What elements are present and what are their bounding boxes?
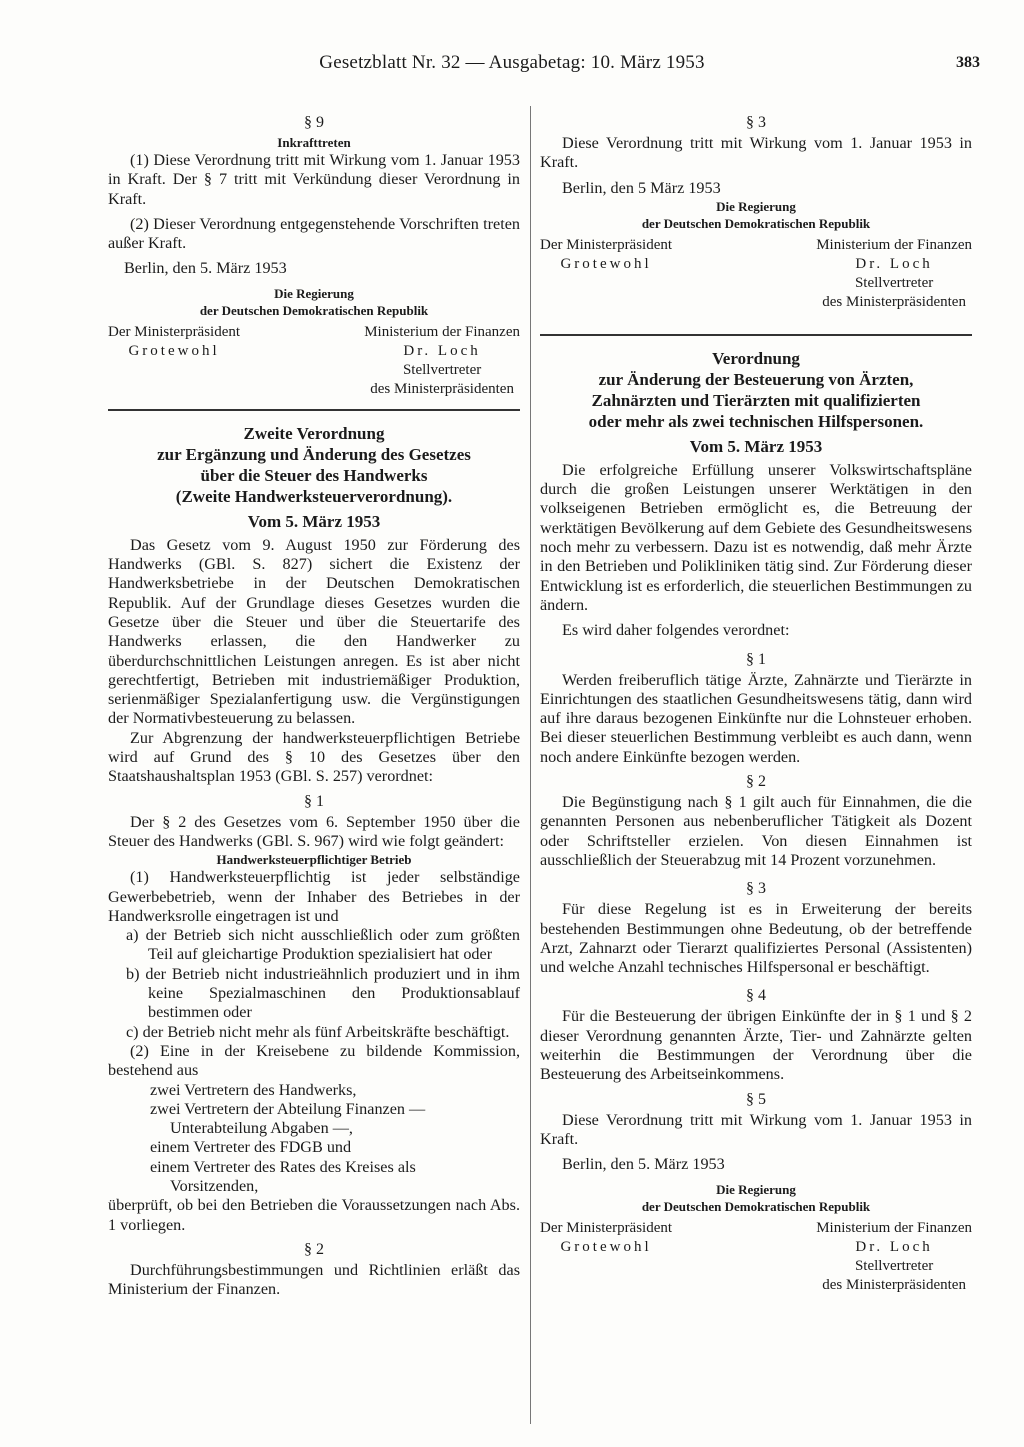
decree2-title-line-2: zur Änderung der Besteuerung von Ärzten, xyxy=(598,369,914,389)
section-9-number: § 9 xyxy=(304,114,324,131)
decree-intro-2: Zur Abgrenzung der handwerksteuerpflichtigen Betriebe wird auf Grund des § 10 des Gesetzes über den Staatshaushaltsplan 1953 (GBl. S. 257) verordnet: xyxy=(108,728,520,786)
government-line-2c: der Deutschen Demokratischen Republik xyxy=(641,1198,871,1214)
decree2-section-3-number: § 3 xyxy=(746,880,766,898)
decree2-section-1-number: § 1 xyxy=(746,650,766,668)
decree2-section-3-text: Für diese Regelung ist es in Erweiterung der bereits bestehenden Bestimmungen ohne Bedeutung, ob der betreffende Arzt, Zahnarzt oder Tierarzt qualifiziertes Personal (Assistenten) und welche Anzahl technisches Hilfspersonal er beschäftigt. xyxy=(540,900,972,977)
commission-member-4: einem Vertreter des Rates des Kreises als xyxy=(150,1157,416,1176)
left-column xyxy=(108,108,520,1299)
signature-right-name: Dr. Loch xyxy=(403,342,481,359)
page-number: 383 xyxy=(956,54,980,71)
decree-section-1-para-2: (2) Eine in der Kreisebene zu bildende Kommission, bestehend aus xyxy=(108,1041,520,1080)
signature-right-sub-1: Stellvertreter xyxy=(402,361,482,378)
signature-right-sub-1-2: Stellvertreter xyxy=(854,274,934,291)
signature-left-name-2: Grotewohl xyxy=(560,255,652,272)
signature-left-role-3: Der Ministerpräsident xyxy=(540,1219,673,1236)
decree-item-c: c) der Betrieb nicht mehr als fünf Arbeitskräfte beschäftigt. xyxy=(126,1022,510,1041)
decree-title-line-2: zur Ergänzung und Änderung des Gesetzes xyxy=(157,444,471,464)
decree2-section-1-text: Werden freiberuflich tätige Ärzte, Zahnärzte und Tierärzte in Einrichtungen des staatlichen Gesundheitswesens tätig, dann wird auf ihre daraus bezogenen Einkünfte nur die Lohnsteuer erhoben. Bei dieser steuerlichen Bestimmung verbleibt es auch dann, wenn noch andere Einkünfte bezogen werden. xyxy=(540,670,972,766)
government-line-2: der Deutschen Demokratischen Republik xyxy=(199,302,429,318)
decree2-section-4-text: Für die Besteuerung der übrigen Einkünfte der in § 1 und § 2 dieser Verordnung genannten Ärzte, Tier- und Zahnärzte gelten weiterhin die Bestimmungen der Verordnung über die Besteuerung des Arbeitseinkommens. xyxy=(540,1007,972,1084)
commission-member-4-sub: Vorsitzenden, xyxy=(170,1176,259,1195)
decree-section-1-para-1: (1) Handwerksteuerpflichtig ist jeder selbständige Gewerbebetrieb, wenn der Inhaber des Betriebes in der Handwerksrolle eingetragen ist und xyxy=(108,868,520,925)
signature-right-sub-2-3: des Ministerpräsidenten xyxy=(822,1276,966,1293)
decree-date: Vom 5. März 1953 xyxy=(247,511,381,531)
place-date-3: Berlin, den 5. März 1953 xyxy=(562,1155,725,1174)
signature-right-3 xyxy=(816,1219,972,1295)
decree2-title-line-3: Zahnärzten und Tierärzten mit qualifizierten xyxy=(591,390,921,410)
section-9-heading: Inkrafttreten xyxy=(277,135,351,150)
signature-right-role-2: Ministerium der Finanzen xyxy=(816,236,972,253)
decree2-title-line-1: Verordnung xyxy=(712,348,800,368)
signature-right-2 xyxy=(816,236,972,312)
decree2-intro-1: Die erfolgreiche Erfüllung unserer Volkswirtschaftspläne durch die großen Leistungen unserer Werktätigen in den volkseigenen Betrieben ermöglicht es, die Betreuung der werktätigen Bevölkerung auf dem Gebiete des Gesundheitswesens noch mehr zu verbessern. Dazu ist es notwendig, daß mehr Ärzte in den Betrieben und Polikliniken tätig sind. Zur Förderung dieser Entwicklung ist es erforderlich, die steuerlichen Bestimmungen zu ändern. xyxy=(540,460,972,614)
decree-section-2-number: § 2 xyxy=(304,1240,324,1258)
decree-title-line-1: Zweite Verordnung xyxy=(243,423,385,443)
decree-section-1-text: Der § 2 des Gesetzes vom 6. September 1950 über die Steuer des Handwerks (GBl. S. 967) wird wie folgt geändert: xyxy=(108,812,520,850)
section-divider xyxy=(108,409,520,411)
decree-intro-1: Das Gesetz vom 9. August 1950 zur Förderung des Handwerks (GBl. S. 827) sichert die Existenz der Handwerksbetriebe in der Deutschen Demokratischen Republik. Auf der Grundlage dieses Gesetzes wurden die Gesetze über die Steuer und über die Steuertarife des Handwerks erlassen, die den Handwerker zu überdurchschnittlichen Leistungen anregen. Es ist aber nicht gerechtfertigt, Betrieben mit industriemäßiger Produktion, serienmäßiger Spezialanfertigung usw. die Vergünstigungen der Normativbesteuerung zu belassen. xyxy=(108,535,520,728)
decree2-section-2-number: § 2 xyxy=(746,773,766,791)
signature-right-sub-1-3: Stellvertreter xyxy=(854,1257,934,1274)
section-3-number: § 3 xyxy=(746,114,766,131)
commission-member-2: zwei Vertretern der Abteilung Finanzen — xyxy=(150,1099,426,1118)
section-9-para-2: (2) Dieser Verordnung entgegenstehende Vorschriften treten außer Kraft. xyxy=(108,214,520,253)
decree-title-line-4: (Zweite Handwerksteuerverordnung). xyxy=(175,486,453,506)
place-date: Berlin, den 5. März 1953 xyxy=(124,259,287,278)
decree-section-1-heading: Handwerksteuerpflichtiger Betrieb xyxy=(216,852,412,868)
right-column xyxy=(540,108,972,1295)
decree-section-1-number: § 1 xyxy=(304,792,324,810)
signature-block-3 xyxy=(540,1219,972,1295)
section-divider-2 xyxy=(540,334,972,336)
signature-right-sub-2-2: des Ministerpräsidenten xyxy=(822,293,966,310)
decree2-section-2-text: Die Begünstigung nach § 1 gilt auch für Einnahmen, die die genannten Personen aus nebenberuflicher Tätigkeit als Dozent oder Schriftsteller erzielen. Von diesen Einnahmen ist ausschließlich der Steuerabzug mit 14 Prozent vorzunehmen. xyxy=(540,793,972,869)
decree2-section-5-text: Diese Verordnung tritt mit Wirkung vom 1. Januar 1953 in Kraft. xyxy=(540,1110,972,1148)
signature-right-role: Ministerium der Finanzen xyxy=(364,323,520,340)
commission-member-3: einem Vertreter des FDGB und xyxy=(150,1138,352,1157)
commission-member-2-sub: Unterabteilung Abgaben —, xyxy=(170,1119,353,1138)
column-divider xyxy=(530,106,531,1424)
signature-right-role-3: Ministerium der Finanzen xyxy=(816,1219,972,1236)
gazette-title: Gesetzblatt Nr. 32 — Ausgabetag: 10. März 1953 xyxy=(319,52,705,73)
decree-item-a: a) der Betrieb sich nicht ausschließlich oder zum größten Teil auf gleichartige Produktion spezialisiert hat oder xyxy=(126,926,520,964)
signature-left-3 xyxy=(540,1219,672,1295)
decree-section-2-text: Durchführungsbestimmungen und Richtlinien erläßt das Ministerium der Finanzen. xyxy=(108,1260,520,1299)
signature-left-role-2: Der Ministerpräsident xyxy=(540,236,673,253)
government-line-1: Die Regierung xyxy=(274,285,354,301)
section-9-para-1: (1) Diese Verordnung tritt mit Wirkung vom 1. Januar 1953 in Kraft. Der § 7 tritt mit Verkündung dieser Verordnung in Kraft. xyxy=(108,151,520,208)
decree2-title-line-4: oder mehr als zwei technischen Hilfspersonen. xyxy=(588,411,924,431)
place-date-2: Berlin, den 5 März 1953 xyxy=(562,178,721,197)
signature-block-2 xyxy=(540,236,972,312)
signature-left-name-3: Grotewohl xyxy=(560,1238,652,1255)
signature-right-sub-2: des Ministerpräsidenten xyxy=(370,380,514,397)
decree2-date: Vom 5. März 1953 xyxy=(689,436,823,456)
decree2-intro-2: Es wird daher folgendes verordnet: xyxy=(562,621,790,640)
decree2-section-5-number: § 5 xyxy=(746,1090,766,1108)
section-3-text: Diese Verordnung tritt mit Wirkung vom 1. Januar 1953 in Kraft. xyxy=(540,134,972,172)
signature-left xyxy=(108,323,240,399)
signature-left-2 xyxy=(540,236,672,312)
signature-right xyxy=(364,323,520,399)
signature-block xyxy=(108,323,520,399)
government-line-1b: Die Regierung xyxy=(716,198,796,214)
signature-left-name: Grotewohl xyxy=(128,342,220,359)
government-line-1c: Die Regierung xyxy=(716,1181,796,1197)
signature-right-name-2: Dr. Loch xyxy=(855,255,933,272)
signature-right-name-3: Dr. Loch xyxy=(855,1238,933,1255)
government-line-2b: der Deutschen Demokratischen Republik xyxy=(641,215,871,231)
decree-section-1-end: überprüft, ob bei den Betrieben die Voraussetzungen nach Abs. 1 vorliegen. xyxy=(108,1196,520,1234)
signature-left-role: Der Ministerpräsident xyxy=(108,323,241,340)
decree-title-line-3: über die Steuer des Handwerks xyxy=(200,465,428,485)
page-header xyxy=(0,52,1024,82)
commission-member-1: zwei Vertretern des Handwerks, xyxy=(150,1080,357,1099)
decree2-section-4-number: § 4 xyxy=(746,987,766,1005)
decree-item-b: b) der Betrieb nicht industrieähnlich produziert und in ihm keine Spezialmaschinen den Produktionsablauf bestimmen oder xyxy=(126,964,520,1022)
